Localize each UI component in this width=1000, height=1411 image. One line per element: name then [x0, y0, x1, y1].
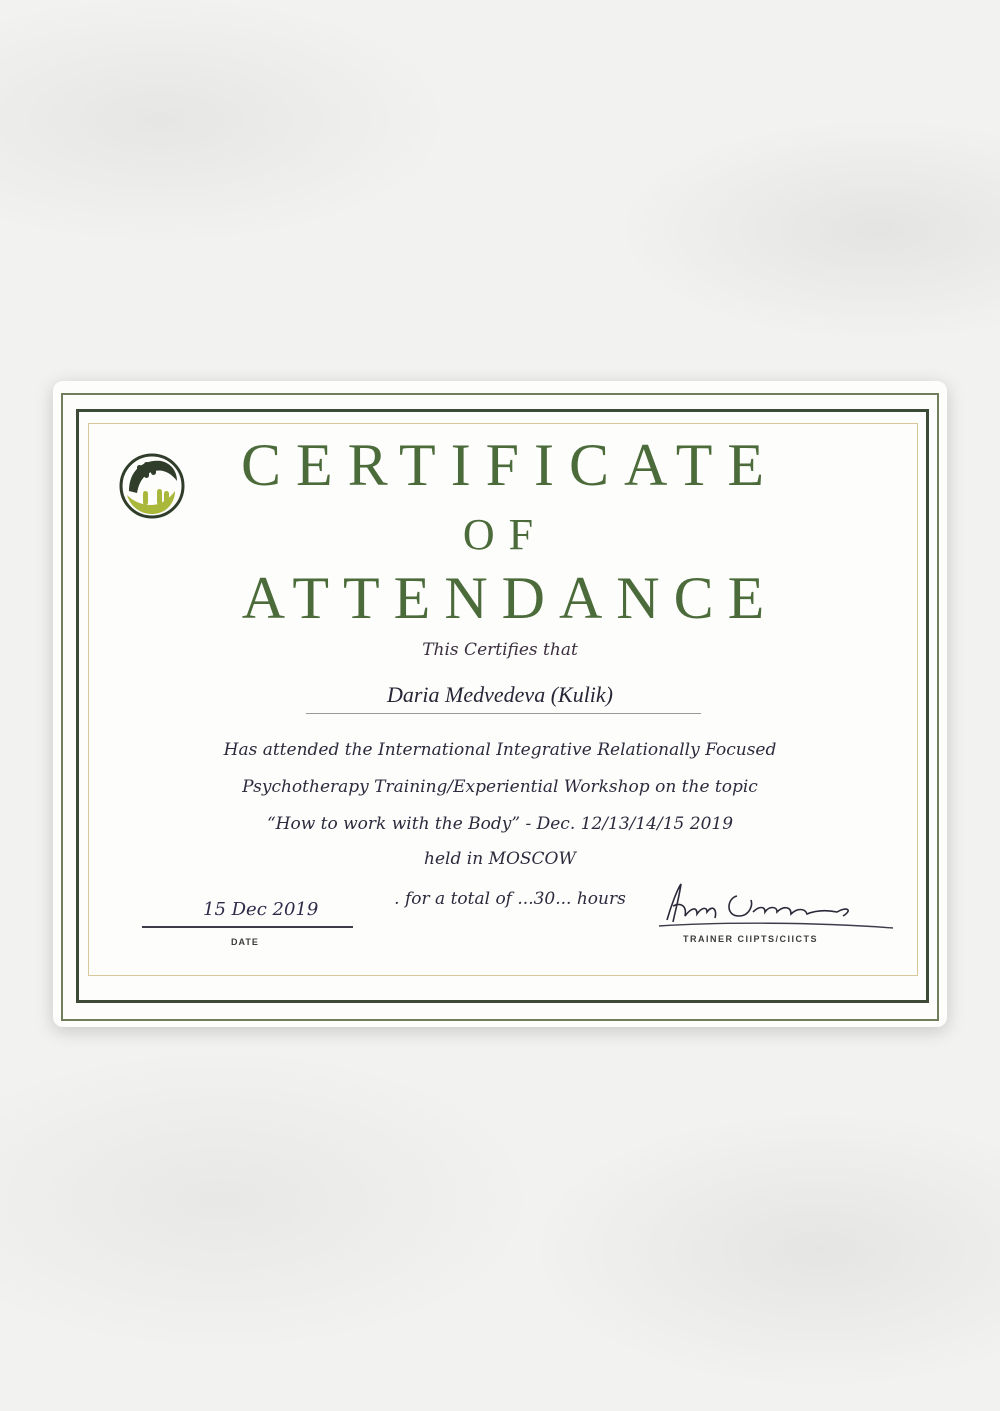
- title-certificate: CERTIFICATE: [240, 432, 780, 498]
- signature-graphic: [657, 876, 897, 936]
- body-line-3: “How to work with the Body” - Dec. 12/13/14/15 2019: [266, 814, 734, 834]
- recipient-name: Daria Medvedeva (Kulik): [386, 682, 614, 707]
- date-value: 15 Dec 2019: [203, 899, 319, 920]
- body-line-1: Has attended the International Integrative Relationally Focused: [223, 740, 777, 760]
- name-underline: [306, 713, 701, 714]
- body-line-4: held in MOSCOW: [424, 849, 576, 869]
- title-of: OF: [462, 510, 548, 559]
- hours-line: . for a total of ...30... hours: [394, 889, 626, 909]
- certifies-text: This Certifies that: [422, 640, 578, 660]
- certificate-card: [53, 381, 947, 1027]
- body-line-2: Psychotherapy Training/Experiential Workshop on the topic: [242, 777, 758, 797]
- trainer-label: TRAINER CIIPTS/CIICTS: [683, 934, 819, 944]
- date-label: DATE: [231, 937, 259, 947]
- title-attendance: ATTENDANCE: [241, 565, 779, 631]
- date-underline: [142, 926, 353, 928]
